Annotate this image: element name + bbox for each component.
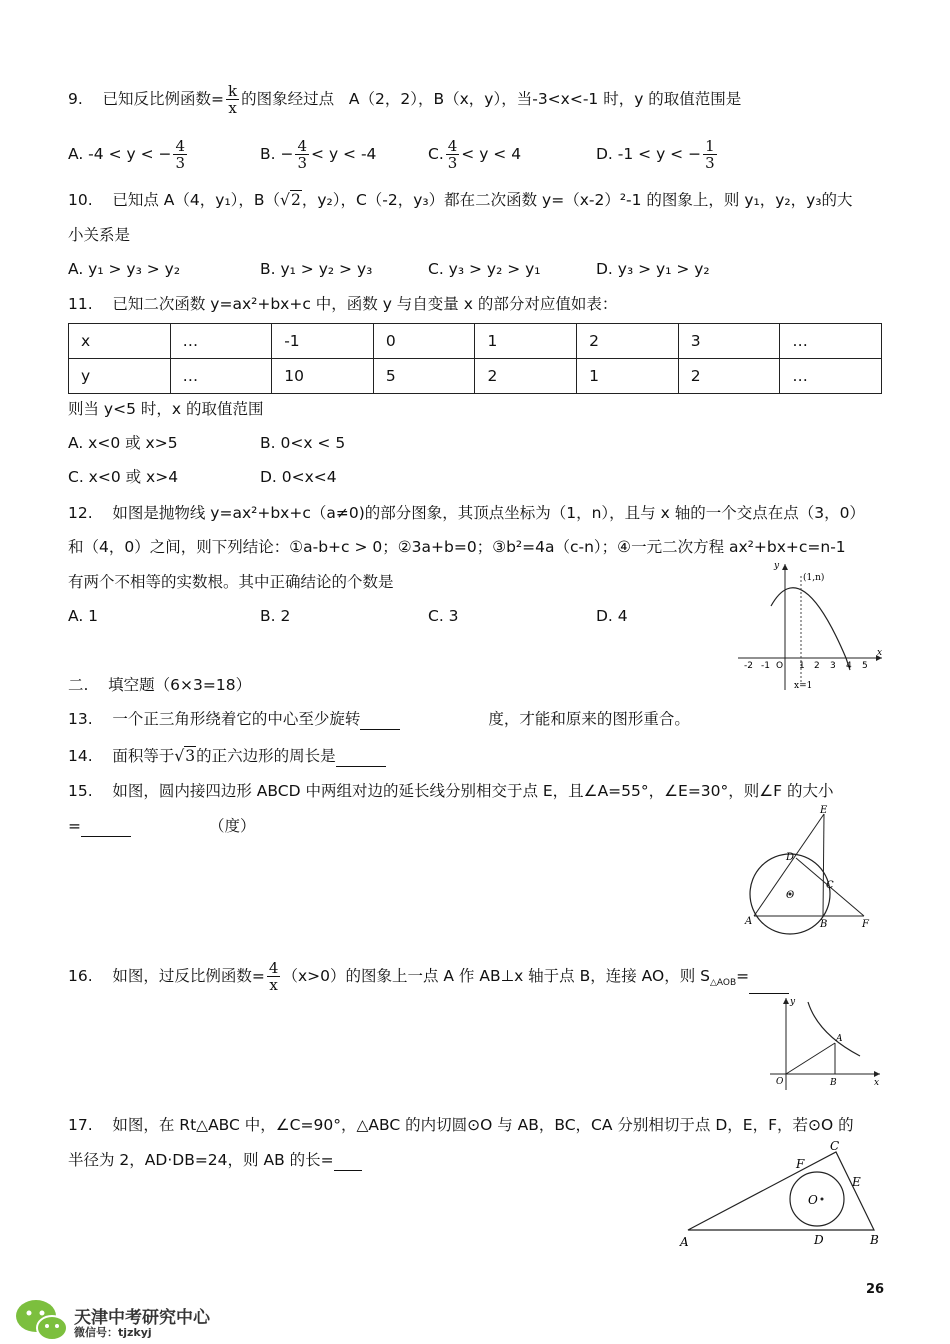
q17-line2-text: 半径为 2，AD·DB=24，则 AB 的长= (68, 1151, 334, 1169)
q15-circle-figure (738, 800, 880, 938)
table-cell: 1 (577, 359, 679, 394)
q11-option-d: D. 0<x<4 (260, 468, 337, 486)
label-C: C (826, 880, 834, 891)
fig-x-label: x (877, 648, 883, 658)
q9-opt-d-num: 1 (705, 137, 715, 155)
table-cell: x (69, 324, 171, 359)
q17-triangle-figure (676, 1138, 888, 1250)
q10-stem (68, 189, 853, 211)
table-cell: … (170, 324, 272, 359)
table-cell: 2 (678, 359, 780, 394)
q13-stem (68, 708, 690, 730)
q9-opt-d-frac (703, 138, 717, 171)
table-cell: 5 (373, 359, 475, 394)
fig-vertex-label: (1,n) (803, 573, 825, 583)
q9-option-d (596, 138, 719, 171)
tick-label: O (776, 661, 784, 671)
table-row (69, 324, 882, 359)
q13-text-a: 一个正三角形绕着它的中心至少旋转 (112, 710, 361, 728)
q14-text-a: 面积等于 (112, 747, 175, 765)
q13-answer-blank[interactable] (360, 711, 400, 730)
label-O: O (786, 890, 795, 901)
label-B: B (830, 1078, 837, 1088)
q12-option-d: D. 4 (596, 607, 628, 625)
tick-label: -2 (744, 661, 753, 671)
q17-answer-blank[interactable] (334, 1152, 362, 1171)
table-cell: 1 (475, 324, 577, 359)
q10-option-d: D. y₃ > y₁ > y₂ (596, 260, 710, 278)
q9-text-c: A（2，2），B（x，y），当-3<x<-1 时，y 的取值范围是 (348, 90, 742, 108)
q11-number: 11. (68, 295, 93, 313)
q13-text-b: 度，才能和原来的图形重合。 (488, 710, 690, 728)
fig-y-label: y (774, 561, 780, 571)
q9-option-b (260, 138, 376, 171)
fig-axis-label: x=1 (794, 681, 813, 691)
q10-option-c: C. y₃ > y₂ > y₁ (428, 260, 541, 278)
q11-stem (68, 293, 617, 315)
page-number: 26 (866, 1282, 885, 1297)
segment-AO (786, 1043, 835, 1074)
table-cell: … (780, 324, 882, 359)
q16-number: 16. (68, 967, 93, 985)
q10-sqrt: √2 (280, 191, 301, 209)
tick-label: 3 (830, 661, 836, 671)
tick-label: 1 (799, 661, 805, 671)
table-cell: 10 (272, 359, 374, 394)
q11-option-b: B. 0<x < 5 (260, 434, 346, 452)
line-EB (823, 814, 824, 916)
q12-line2: 和（4，0）之间，则下列结论：①a-b+c > 0；②3a+b=0；③b²=4a（c-n）；④一元二次方程 ax²+bx+c=n-1 (68, 538, 846, 556)
q9-text-b: 的图象经过点 (241, 90, 335, 108)
label-F: F (796, 1157, 805, 1171)
q9-opt-a-den: 3 (175, 154, 186, 172)
label-y: y (790, 997, 796, 1007)
table-cell: 3 (678, 324, 780, 359)
q16-eq: = (251, 967, 265, 985)
q17-line2 (68, 1149, 362, 1171)
q15-line2 (68, 815, 256, 837)
y-axis-arrow (783, 998, 789, 1004)
label-B: B (820, 919, 828, 930)
q11-option-c: C. x<0 或 x>4 (68, 468, 179, 486)
label-E: E (852, 1175, 861, 1189)
q14-answer-blank[interactable] (336, 748, 386, 767)
q14-text-b: 的正六边形的周长是 (196, 747, 336, 765)
q12-line3: 有两个不相等的实数根。其中正确结论的个数是 (68, 573, 394, 591)
label-A: A (680, 1235, 689, 1249)
q13-number: 13. (68, 710, 93, 728)
y-axis-arrow (782, 564, 788, 570)
q15-unit: （度） (209, 817, 256, 835)
q9-opt-c-tail: < y < 4 (461, 145, 522, 163)
label-x: x (874, 1078, 880, 1088)
table-cell: … (170, 359, 272, 394)
q10-line2: 小关系是 (68, 226, 131, 244)
q9-fraction (226, 83, 239, 116)
label-O: O (808, 1193, 818, 1207)
q9-eq: = (211, 90, 225, 108)
label-F: F (862, 919, 869, 930)
q10-option-b: B. y₁ > y₂ > y₃ (260, 260, 373, 278)
q9-opt-b-text: B. − (260, 145, 294, 163)
q17-line1: 如图，在 Rt△ABC 中，∠C=90°，△ABC 的内切圆⊙O 与 AB，BC，CA 分别相切于点 D，E，F，若⊙O 的 (112, 1116, 854, 1134)
label-D: D (786, 852, 795, 863)
section-title: 填空题（6×3=18） (108, 676, 252, 694)
q16-hyperbola-figure (766, 994, 886, 1094)
q9-opt-c-num: 4 (447, 137, 458, 155)
q12-parabola-figure (738, 558, 888, 694)
x-axis-arrow (874, 1071, 880, 1077)
q9-opt-d-text: D. -1 < y < − (596, 145, 702, 163)
table-cell: … (780, 359, 882, 394)
tick-label: 4 (846, 661, 852, 671)
q10-number: 10. (68, 191, 93, 209)
wechat-logo-icon (14, 1298, 70, 1342)
table-cell: -1 (272, 324, 374, 359)
q9-opt-c-text: C. (428, 145, 444, 163)
q11-text: 已知二次函数 y=ax²+bx+c 中，函数 y 与自变量 x 的部分对应值如表： (112, 295, 618, 313)
q9-frac-den: x (228, 99, 237, 117)
section-2-heading (68, 674, 251, 696)
q14-number: 14. (68, 747, 93, 765)
q12-line1: 如图是抛物线 y=ax²+bx+c（a≠0)的部分图象，其顶点坐标为（1，n），且与 x 轴的一个交点在点（3，0） (112, 504, 865, 522)
q9-opt-a-frac (173, 138, 187, 171)
q16-tail: = (736, 967, 750, 985)
table-cell: y (69, 359, 171, 394)
q9-opt-c-den: 3 (447, 154, 458, 172)
q9-number: 9. (68, 90, 83, 108)
q12-number: 12. (68, 504, 93, 522)
label-D: D (814, 1233, 824, 1247)
q9-text: 已知反比例函数 (102, 90, 212, 108)
q15-answer-blank[interactable] (81, 818, 131, 837)
q16-frac-den: x (269, 976, 278, 994)
q16-fraction (267, 960, 281, 993)
label-O: O (776, 1077, 784, 1087)
q11-option-a: A. x<0 或 x>5 (68, 434, 178, 452)
q15-number: 15. (68, 782, 93, 800)
q12-option-a: A. 1 (68, 607, 99, 625)
q9-opt-b-frac (295, 138, 309, 171)
q9-frac-num: k (228, 82, 238, 100)
q9-stem (68, 83, 741, 116)
label-A: A (745, 916, 753, 927)
q9-opt-a-num: 4 (175, 137, 186, 155)
q10-option-a: A. y₁ > y₃ > y₂ (68, 260, 181, 278)
q16-text-a: 如图，过反比例函数 (112, 967, 252, 985)
q9-opt-b-den: 3 (297, 154, 308, 172)
table-cell: 0 (373, 324, 475, 359)
q16-subscript: △AOB (709, 978, 737, 989)
q16-text-b: （x>0）的图象上一点 A 作 AB⊥x 轴于点 B，连接 AO，则 S (282, 967, 710, 985)
q9-opt-b-num: 4 (297, 137, 308, 155)
q17-number: 17. (68, 1116, 93, 1134)
q16-answer-blank[interactable] (749, 975, 789, 994)
q14-sqrt-val: 3 (185, 747, 196, 765)
table-cell: 2 (475, 359, 577, 394)
incircle-center (821, 1198, 824, 1201)
q9-option-c (428, 138, 521, 171)
tick-label: 2 (814, 661, 820, 671)
q16-frac-num: 4 (268, 959, 279, 977)
q12-stem (68, 502, 865, 524)
q15-line1: 如图，圆内接四边形 ABCD 中两组对边的延长线分别相交于点 E，且∠A=55°，∠E=30°，则∠F 的大小 (112, 782, 834, 800)
q9-opt-b-tail: < y < -4 (311, 145, 377, 163)
triangle-ABC (688, 1152, 874, 1230)
label-E: E (820, 805, 828, 816)
q14-stem (68, 745, 386, 767)
q10-text-a: 已知点 A（4，y₁），B（ (112, 191, 281, 209)
footer-title: 天津中考研究中心 (74, 1308, 210, 1328)
q11-table (68, 323, 882, 394)
q9-opt-c-frac (446, 138, 460, 171)
q12-option-c: C. 3 (428, 607, 459, 625)
label-B: B (870, 1233, 879, 1247)
q14-sqrt: √3 (174, 747, 196, 765)
table-row (69, 359, 882, 394)
tick-label: -1 (761, 661, 770, 671)
q15-stem (68, 780, 834, 802)
table-cell: 2 (577, 324, 679, 359)
hyperbola-curve (808, 1002, 860, 1056)
label-A: A (836, 1034, 843, 1044)
q9-opt-a-text: A. -4 < y < − (68, 145, 172, 163)
q15-eq: = (68, 817, 81, 835)
tick-label: 5 (862, 661, 868, 671)
fig-ticks (744, 661, 868, 671)
footer-wechat-id: 微信号：tjzkyj (74, 1326, 152, 1339)
q12-option-b: B. 2 (260, 607, 291, 625)
q17-stem (68, 1114, 854, 1136)
q10-sqrt-val: 2 (290, 191, 301, 209)
section-label: 二. (68, 676, 89, 694)
q9-opt-d-den: 3 (705, 154, 715, 172)
q10-text-b: ，y₂），C（-2，y₃）都在二次函数 y=（x-2）²-1 的图象上，则 y₁，y₂，y₃的大 (301, 191, 853, 209)
q9-option-a (68, 138, 189, 171)
q16-stem (68, 960, 789, 994)
q11-after: 则当 y<5 时，x 的取值范围 (68, 400, 264, 418)
label-C: C (830, 1139, 840, 1153)
